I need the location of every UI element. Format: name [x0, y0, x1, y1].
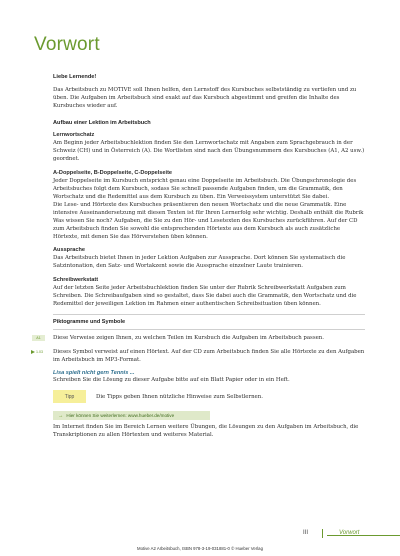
lisa-example-label: Lisa spielt nicht gern Tennis ...: [53, 370, 135, 377]
subsection-text: Am Beginn jeder Arbeitsbuchlektion finden Sie den Lernwortschatz mit Angaben zum Sprachgebrauch in der Schweiz (CH) und in Österreich (A). Die Wortlisten sind nach den Übungsnummern des Kursbuches (A1, A2 usw.) geordnet.: [53, 140, 365, 163]
imprint: Motive A2 Arbeitsbuch, ISBN 978-3-19-031881-0 © Hueber Verlag: [137, 546, 263, 551]
divider: [53, 314, 365, 315]
main-content: [36, 74, 365, 439]
subsection-label: A-Doppelseite, B-Doppelseite, C-Doppelseite: [53, 169, 173, 176]
subsection-doppelseiten: [53, 170, 365, 242]
arrow-right-icon: →: [58, 412, 64, 419]
subsection-aussprache: [53, 247, 365, 270]
subsection-label: Aussprache: [53, 247, 86, 254]
web-link-text: Hier können Sie weiterlernen: www.hueber.de/motive: [66, 413, 175, 419]
web-link-bar: [53, 411, 210, 420]
footer-separator: [322, 529, 323, 538]
cd-text: Dieses Symbol verweist auf einen Hörtext. Auf der CD zum Arbeitsbuch finden Sie alle Hörtexte zu den Aufgaben im Arbeitsbuch im MP3-Format.: [53, 348, 365, 363]
greeting: Liebe Lernende!: [53, 74, 97, 80]
page-title: Vorwort: [34, 34, 100, 55]
tipp-text: Die Tipps geben Ihnen nützliche Hinweise zum Selbstlernen.: [96, 393, 263, 400]
reference-badge-icon: A1: [32, 335, 45, 341]
subsection-label: Schreibwerkstatt: [53, 276, 99, 283]
section-heading: Aufbau einer Lektion im Arbeitsbuch: [53, 120, 151, 127]
footer-rule: [327, 535, 400, 536]
tipp-row: [53, 390, 365, 403]
tipp-badge: Tipp: [53, 390, 86, 403]
cd-symbol-row: [36, 348, 365, 364]
web-text: Im Internet finden Sie im Bereich Lernen weitere Übungen, die Lösungen zu den Aufgaben im Arbeitsbuch, die Transkriptionen zu allen Hörtexten und weiteres Material.: [53, 424, 359, 439]
audio-track-icon: [31, 349, 43, 355]
running-head: Vorwort: [339, 530, 360, 536]
subsection-text: Das Arbeitsbuch bietet Ihnen in jeder Lektion Aufgaben zur Aussprache. Dort können Sie systematisch die Satzintonation, den Satz- und Wortakzent sowie die Aussprache einzelner Laute trainieren.: [53, 255, 346, 270]
subsection-schreibwerkstatt: [53, 277, 365, 308]
audio-track-number: 1.03: [36, 349, 43, 354]
play-arrow-icon: [31, 350, 35, 354]
subsection-text: Auf der letzten Seite jeder Arbeitsbuchlektion finden Sie unter der Rubrik Schreibwerkstatt Aufgaben zum Schreiben. Die Schreibaufgaben sind so gestaltet, dass Sie dabei auch die Grammatik, den Wortschatz und die Redemittel der jeweiligen Lektion im Rahmen einer authentischen Schreibsituation üben können.: [53, 284, 357, 307]
subsection-text: Jeder Doppelseite im Kursbuch entspricht genau eine Doppelseite im Arbeitsbuch. Die Übungschronologie des Arbeitsbuches folgt dem Kursbuch, sodass Sie schnell passende Aufgaben finden, um die Grammatik, den Wortschatz und die Redemittel aus dem Kursbuch zu üben. Ein Verweissystem unterstützt Sie dabei.: [53, 177, 357, 200]
lisa-example: [53, 370, 365, 384]
subsection-label: Lernwortschatz: [53, 132, 95, 139]
subsection-text-2: Die Lese- und Hörtexte des Kursbuches präsentieren den neuen Wortschatz und die neue Grammatik. Eine intensive Auseinandersetzung mit diesen Texten ist für Ihren Lernerfolg sehr wichtig. Deshalb enthält die Rubrik Was wissen Sie noch? Aufgaben, die Sie zu den Hör- und Lesetexten des Kursbuches zurückführen. Auf der CD zum Arbeitsbuch finden Sie sowohl die entsprechenden Hörtexte aus dem Kursbuch als auch zusätzliche Hörtexte, mit denen Sie das Hörverstehen üben können.: [53, 201, 364, 241]
subsection-lernwortschatz: [53, 132, 365, 163]
reference-symbol-row: [36, 334, 365, 342]
symbols-heading: Piktogramme und Symbole: [53, 318, 126, 325]
divider: [53, 329, 365, 330]
page-number: III: [303, 530, 309, 536]
intro-paragraph: Das Arbeitsbuch zu MOTIVE soll Ihnen helfen, den Lernstoff des Kursbuches selbstständig zu vertiefen und zu üben. Die Aufgaben im Arbeitsbuch sind exakt auf das Kursbuch abgestimmt und greifen die Inhalte des Kursbuches wieder auf.: [53, 87, 357, 110]
lisa-example-text: Schreiben Sie die Lösung zu dieser Aufgabe bitte auf ein Blatt Papier oder in ein Heft.: [53, 377, 290, 384]
reference-text: Diese Verweise zeigen Ihnen, zu welchen Teilen im Kursbuch die Aufgaben im Arbeitsbuch passen.: [53, 334, 324, 341]
